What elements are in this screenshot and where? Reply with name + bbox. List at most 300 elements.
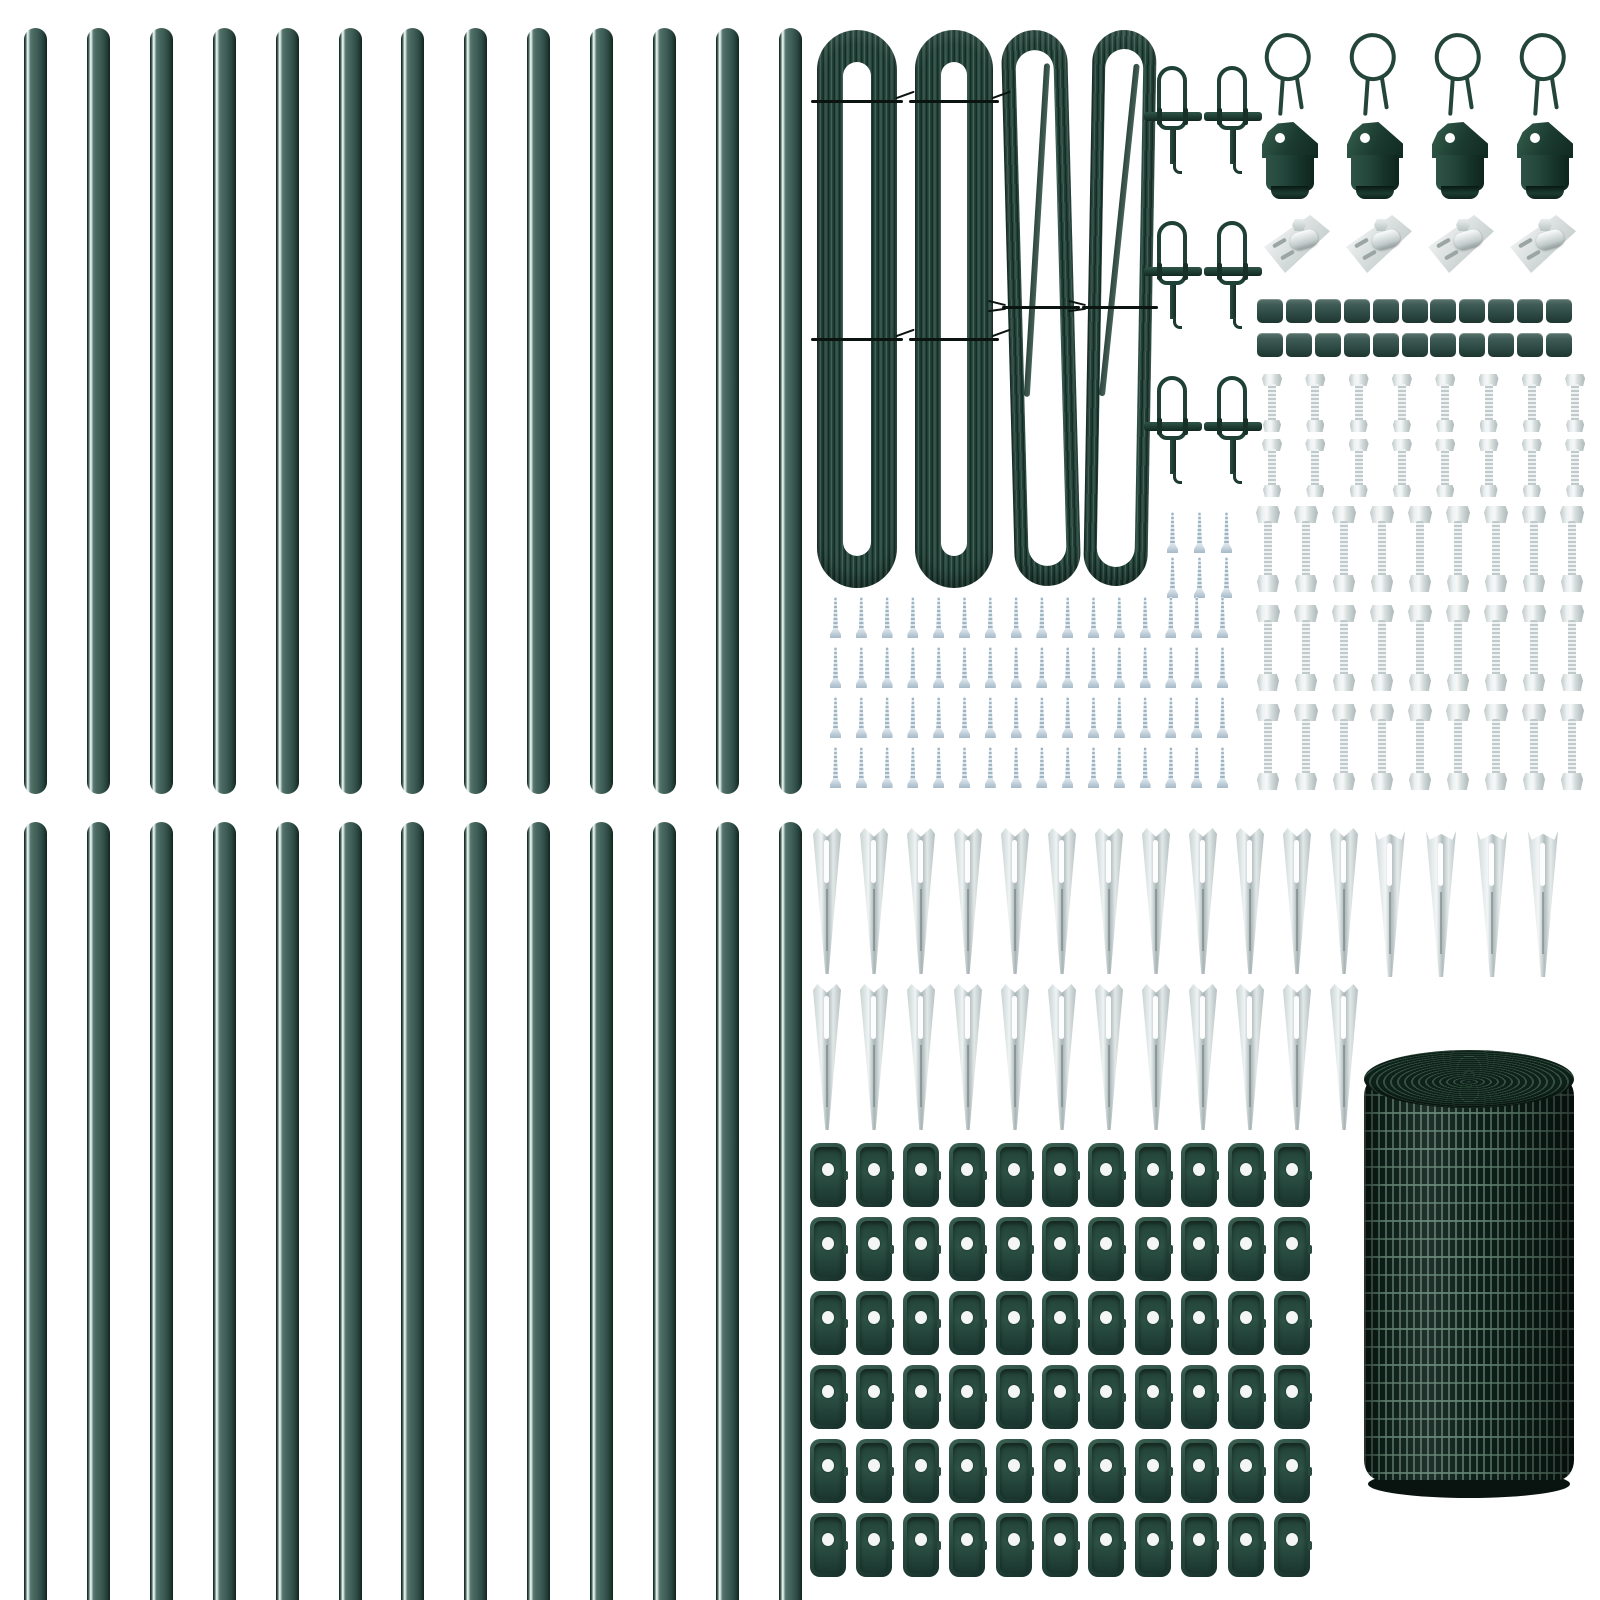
bolt-nut <box>1295 674 1317 691</box>
tensioner-hook <box>1233 317 1242 329</box>
post-cap-top <box>1262 122 1318 158</box>
bolt-shaft <box>1398 384 1406 422</box>
bolt-nut <box>1295 773 1317 790</box>
screw <box>1114 747 1125 788</box>
mesh-clip-tab <box>1262 1541 1266 1550</box>
ground-spike <box>1330 828 1358 974</box>
mesh-clip-tab <box>1030 1171 1034 1180</box>
bolt-nut <box>1350 485 1368 497</box>
mesh-clip-hole <box>1240 1385 1252 1398</box>
screw <box>1217 697 1228 738</box>
square-cap <box>1430 299 1456 323</box>
mesh-clip <box>996 1513 1032 1577</box>
hex-bolt-small <box>1479 439 1499 497</box>
mesh-clip <box>1228 1365 1264 1429</box>
ground-spike-ridge <box>1343 1045 1345 1106</box>
ground-spike-ridge <box>1542 892 1544 953</box>
mesh-clip <box>856 1217 892 1281</box>
mesh-clip <box>949 1513 985 1577</box>
ground-spike-ridge <box>1108 1045 1110 1106</box>
bolt-shaft <box>1568 521 1576 577</box>
ground-spike <box>954 828 982 974</box>
mesh-clip <box>856 1291 892 1355</box>
screw-head <box>933 628 944 638</box>
mesh-clip <box>1274 1439 1310 1503</box>
mesh-clip-hole <box>1286 1533 1298 1546</box>
fence-post <box>464 822 487 1600</box>
fence-post <box>401 28 424 794</box>
screw-head <box>1114 778 1125 788</box>
screw-shaft <box>962 747 967 780</box>
mesh-clip-hole <box>1147 1385 1159 1398</box>
mesh-clip <box>1088 1143 1124 1207</box>
screw <box>1194 557 1205 598</box>
bolt-nut <box>1485 575 1507 592</box>
tensioner-hook <box>1233 162 1242 174</box>
fence-post <box>87 822 110 1600</box>
mesh-clip-tab <box>1215 1171 1219 1180</box>
mesh-clip-tab <box>1030 1393 1034 1402</box>
mesh-clip <box>1135 1439 1171 1503</box>
ground-spike-ridge <box>1155 1045 1157 1106</box>
wire-tensioner <box>1207 219 1259 331</box>
ground-spike-slot <box>1153 996 1158 1040</box>
spring-pin <box>1259 31 1321 119</box>
mesh-clip <box>1135 1291 1171 1355</box>
screw <box>856 647 867 688</box>
screw-shaft <box>1143 597 1148 630</box>
ground-spike-ridge <box>1296 1045 1298 1106</box>
ground-spike <box>1283 828 1311 974</box>
screw-shaft <box>1194 747 1199 780</box>
bolt-nut <box>1333 773 1355 790</box>
tensioner-flange <box>1217 418 1222 435</box>
mesh-clip-hole <box>822 1533 834 1546</box>
tensioner-spindle <box>1204 112 1262 121</box>
hex-bolt-large <box>1256 704 1280 790</box>
mesh-clip-hole <box>1286 1385 1298 1398</box>
screw-head <box>1140 678 1151 688</box>
screw <box>985 647 996 688</box>
post-cap-rim <box>1271 186 1309 199</box>
mesh-clip-hole <box>1054 1385 1066 1398</box>
mesh-clip-tab <box>1308 1541 1312 1550</box>
bolt-nut <box>1306 420 1324 432</box>
square-cap <box>1546 299 1572 323</box>
bolt-nut <box>1561 575 1583 592</box>
bolt-nut <box>1485 674 1507 691</box>
ground-spike-slot <box>1106 996 1111 1040</box>
screw-head <box>1165 678 1176 688</box>
screw <box>959 647 970 688</box>
screw <box>1036 747 1047 788</box>
ground-spike-ridge <box>873 1045 875 1106</box>
screw-shaft <box>1194 597 1199 630</box>
bolt-shaft <box>1568 620 1576 676</box>
mesh-clip <box>856 1513 892 1577</box>
bolt-nut <box>1263 485 1281 497</box>
screw-head <box>1062 778 1073 788</box>
tensioner-hook <box>1173 317 1182 329</box>
hex-bolt-large <box>1560 506 1584 592</box>
mesh-clip-hole <box>822 1385 834 1398</box>
ground-spike-ridge <box>1296 889 1298 950</box>
mesh-clip-tab <box>1262 1319 1266 1328</box>
hex-bolt-small <box>1392 374 1412 432</box>
screw <box>1088 597 1099 638</box>
bolt-nut <box>1561 773 1583 790</box>
bolt-shaft <box>1264 719 1272 775</box>
screw <box>1011 697 1022 738</box>
mesh-clip-hole <box>915 1237 927 1250</box>
bolt-shaft <box>1568 719 1576 775</box>
fence-post <box>779 28 802 794</box>
mesh-clip-hole <box>915 1533 927 1546</box>
tensioner-stem <box>1170 440 1176 474</box>
ground-spike-ridge <box>1343 889 1345 950</box>
screw-shaft <box>1143 697 1148 730</box>
bolt-nut <box>1523 674 1545 691</box>
mesh-clip <box>1181 1143 1217 1207</box>
screw-head <box>1114 678 1125 688</box>
bolt-shaft <box>1528 384 1536 422</box>
screw <box>1062 647 1073 688</box>
square-cap <box>1373 333 1399 357</box>
mesh-clip-hole <box>1008 1237 1020 1250</box>
wire-tensioner <box>1207 64 1259 176</box>
bolt-nut <box>1306 485 1324 497</box>
square-cap <box>1315 299 1341 323</box>
hex-bolt-large <box>1370 605 1394 691</box>
mesh-clip-tab <box>1122 1393 1126 1402</box>
mesh-clip <box>856 1365 892 1429</box>
screw-head <box>856 628 867 638</box>
screw-shaft <box>833 597 838 630</box>
screw-shaft <box>1168 747 1173 780</box>
hex-bolt-small <box>1565 439 1585 497</box>
ground-spike <box>1095 828 1123 974</box>
screw-head <box>856 778 867 788</box>
mesh-clip <box>1088 1365 1124 1429</box>
wire-mesh-roll <box>1364 1050 1574 1502</box>
hex-bolt-large <box>1370 506 1394 592</box>
hex-bolt-large <box>1446 605 1470 691</box>
mesh-clip <box>810 1439 846 1503</box>
mesh-clip-hole <box>1147 1237 1159 1250</box>
hex-bolt-small <box>1305 374 1325 432</box>
ground-spike-slot <box>1247 840 1252 884</box>
wire-tensioner <box>1147 374 1199 486</box>
fence-post <box>464 28 487 794</box>
screw-shaft <box>1039 647 1044 680</box>
screw-head <box>1011 678 1022 688</box>
mesh-clip-tab <box>890 1541 894 1550</box>
ground-spike-slot <box>1059 840 1064 884</box>
mesh-clip <box>810 1513 846 1577</box>
post-cap-eyelet-hole <box>1530 133 1540 143</box>
screw-shaft <box>885 697 890 730</box>
mesh-clip-hole <box>1147 1311 1159 1324</box>
mesh-clip-tab <box>1308 1467 1312 1476</box>
screw <box>1140 697 1151 738</box>
mesh-clip-tab <box>1169 1393 1173 1402</box>
mesh-clip-tab <box>1308 1245 1312 1254</box>
mesh-clip-hole <box>822 1311 834 1324</box>
mesh-clip <box>1181 1439 1217 1503</box>
screw-shaft <box>1143 747 1148 780</box>
screw-shaft <box>1224 512 1229 545</box>
screw-head <box>1165 628 1176 638</box>
ground-spike-ridge <box>1155 889 1157 950</box>
fence-post <box>716 822 739 1600</box>
ground-spike-ridge <box>967 889 969 950</box>
screw-head <box>1114 728 1125 738</box>
hex-bolt-large <box>1560 605 1584 691</box>
ground-spike-ridge <box>1014 1045 1016 1106</box>
mesh-clip-tab <box>1169 1319 1173 1328</box>
bolt-nut <box>1523 485 1541 497</box>
screw-shaft <box>1065 697 1070 730</box>
cable-tie <box>909 338 999 341</box>
hex-bolt-large <box>1484 704 1508 790</box>
post-cap <box>1262 122 1318 202</box>
ground-spike-ridge <box>1389 892 1391 953</box>
screw <box>1062 697 1073 738</box>
screw-shaft <box>885 597 890 630</box>
hex-bolt-large <box>1294 605 1318 691</box>
ground-spike-slot <box>1012 840 1017 884</box>
screw-shaft <box>1168 597 1173 630</box>
ground-spike-ridge <box>1440 892 1442 953</box>
mesh-clip-tab <box>890 1393 894 1402</box>
bolt-shaft <box>1302 719 1310 775</box>
bolt-nut <box>1257 575 1279 592</box>
mesh-clip-hole <box>1286 1237 1298 1250</box>
tensioner-spindle <box>1144 267 1202 276</box>
screw-head <box>1011 728 1022 738</box>
ground-spike-slot <box>1489 843 1494 887</box>
tensioner-flange <box>1183 108 1188 125</box>
mesh-roll-top-coil <box>1364 1050 1574 1108</box>
mesh-clip-tab <box>983 1393 987 1402</box>
screw-head <box>1140 628 1151 638</box>
mesh-clip-tab <box>844 1541 848 1550</box>
bolt-nut <box>1480 420 1498 432</box>
ground-spike-ridge <box>1014 889 1016 950</box>
mesh-clip-tab <box>1262 1467 1266 1476</box>
tensioner-hook <box>1173 162 1182 174</box>
hex-bolt-small <box>1305 439 1325 497</box>
ground-spike <box>1189 984 1217 1130</box>
screw-head <box>1036 678 1047 688</box>
bolt-shaft <box>1571 384 1579 422</box>
screw-shaft <box>1091 647 1096 680</box>
post-cap-top <box>1432 122 1488 158</box>
square-cap <box>1344 333 1370 357</box>
ground-spike <box>1095 984 1123 1130</box>
screw <box>856 697 867 738</box>
mesh-clip <box>1228 1513 1264 1577</box>
screw <box>1165 747 1176 788</box>
screw-head <box>1011 778 1022 788</box>
screw-shaft <box>1014 697 1019 730</box>
ground-spike-ridge <box>1491 892 1493 953</box>
screw-shaft <box>1014 597 1019 630</box>
screw-shaft <box>936 597 941 630</box>
screw <box>1165 597 1176 638</box>
bolt-nut <box>1566 485 1584 497</box>
mesh-clip-hole <box>1008 1311 1020 1324</box>
bolt-shaft <box>1355 449 1363 487</box>
fence-post <box>716 28 739 794</box>
post-cap-rim <box>1356 186 1394 199</box>
mesh-clip-tab <box>1215 1541 1219 1550</box>
screw <box>1140 747 1151 788</box>
mesh-clip-tab <box>983 1245 987 1254</box>
post-cap-top <box>1517 122 1573 158</box>
mesh-clip-tab <box>1122 1171 1126 1180</box>
hex-bolt-small <box>1349 439 1369 497</box>
hex-bolt-large <box>1484 506 1508 592</box>
ground-spike <box>1528 831 1558 977</box>
screw-head <box>959 728 970 738</box>
bolt-nut <box>1263 420 1281 432</box>
mesh-clip-hole <box>1240 1459 1252 1472</box>
mesh-clip <box>1181 1217 1217 1281</box>
mesh-clip-hole <box>1054 1533 1066 1546</box>
screw <box>1011 747 1022 788</box>
tensioner-flange <box>1243 263 1248 280</box>
mesh-clip <box>856 1143 892 1207</box>
bolt-shaft <box>1311 384 1319 422</box>
ground-spike <box>1001 984 1029 1130</box>
screw-shaft <box>1065 647 1070 680</box>
screw <box>1167 512 1178 553</box>
hex-bolt-small <box>1435 374 1455 432</box>
hex-bolt-large <box>1332 506 1356 592</box>
bolt-nut <box>1409 773 1431 790</box>
square-cap <box>1517 333 1543 357</box>
mesh-clip <box>903 1513 939 1577</box>
mesh-clip <box>1042 1439 1078 1503</box>
mesh-clip <box>903 1439 939 1503</box>
screw <box>907 647 918 688</box>
screw-head <box>1140 728 1151 738</box>
base-plate <box>1510 215 1576 273</box>
screw-head <box>1165 778 1176 788</box>
fence-post <box>87 28 110 794</box>
mesh-clip-hole <box>1147 1163 1159 1176</box>
bolt-shaft <box>1311 449 1319 487</box>
mesh-clip-tab <box>844 1171 848 1180</box>
square-cap <box>1344 299 1370 323</box>
bolt-shaft <box>1441 449 1449 487</box>
ground-spike-slot <box>1294 840 1299 884</box>
ground-spike <box>1283 984 1311 1130</box>
bolt-shaft <box>1416 620 1424 676</box>
mesh-clip-tab <box>1030 1319 1034 1328</box>
mesh-clip <box>1088 1513 1124 1577</box>
screw-shaft <box>910 597 915 630</box>
mesh-clip-tab <box>1076 1467 1080 1476</box>
ground-spike-slot <box>965 840 970 884</box>
bolt-shaft <box>1530 521 1538 577</box>
screw <box>1011 647 1022 688</box>
mesh-clip <box>1274 1291 1310 1355</box>
screw <box>907 597 918 638</box>
screw-head <box>1062 678 1073 688</box>
tensioner-hook <box>1173 472 1182 484</box>
screw-shaft <box>885 647 890 680</box>
mesh-clip <box>1135 1365 1171 1429</box>
tensioner-flange <box>1183 418 1188 435</box>
screw-shaft <box>1091 597 1096 630</box>
ground-spike <box>1477 831 1507 977</box>
base-plate <box>1346 215 1412 273</box>
bolt-nut <box>1409 575 1431 592</box>
ground-spike-slot <box>1012 996 1017 1040</box>
tensioner-spindle <box>1144 112 1202 121</box>
ground-spike <box>1001 828 1029 974</box>
mesh-clip-tab <box>1215 1245 1219 1254</box>
screw-shaft <box>936 747 941 780</box>
screw <box>985 747 996 788</box>
mesh-clip <box>810 1217 846 1281</box>
screw-shaft <box>1170 557 1175 590</box>
hex-bolt-large <box>1408 605 1432 691</box>
fence-post <box>590 28 613 794</box>
screw-head <box>985 728 996 738</box>
mesh-clip-hole <box>822 1163 834 1176</box>
ground-spike-ridge <box>920 1045 922 1106</box>
screw-shaft <box>1220 597 1225 630</box>
screw-head <box>1167 543 1178 553</box>
ground-spike-ridge <box>1061 889 1063 950</box>
hex-bolt-small <box>1479 374 1499 432</box>
screw-shaft <box>988 747 993 780</box>
square-cap <box>1286 333 1312 357</box>
screw-head <box>856 678 867 688</box>
screw-shaft <box>936 647 941 680</box>
mesh-clip-tab <box>1262 1245 1266 1254</box>
screw-head <box>1191 628 1202 638</box>
ground-spike-ridge <box>967 1045 969 1106</box>
bolt-nut <box>1393 420 1411 432</box>
bolt-shaft <box>1340 719 1348 775</box>
mesh-clip <box>856 1439 892 1503</box>
spring-pin-leg <box>1380 75 1389 109</box>
screw-shaft <box>962 597 967 630</box>
square-cap <box>1488 333 1514 357</box>
bolt-shaft <box>1492 521 1500 577</box>
wire-tensioner <box>1147 219 1199 331</box>
bolt-nut <box>1371 773 1393 790</box>
bolt-shaft <box>1528 449 1536 487</box>
screw-shaft <box>1039 697 1044 730</box>
screw <box>1088 747 1099 788</box>
screw-head <box>985 778 996 788</box>
mesh-clip <box>1042 1217 1078 1281</box>
bolt-shaft <box>1492 719 1500 775</box>
ground-spike-ridge <box>920 889 922 950</box>
ground-spike-ridge <box>1061 1045 1063 1106</box>
hex-bolt-large <box>1446 704 1470 790</box>
screw-head <box>985 678 996 688</box>
base-plate-bolt <box>1456 219 1470 231</box>
screw-head <box>959 628 970 638</box>
mesh-clip <box>903 1217 939 1281</box>
post-cap-rim <box>1441 186 1479 199</box>
